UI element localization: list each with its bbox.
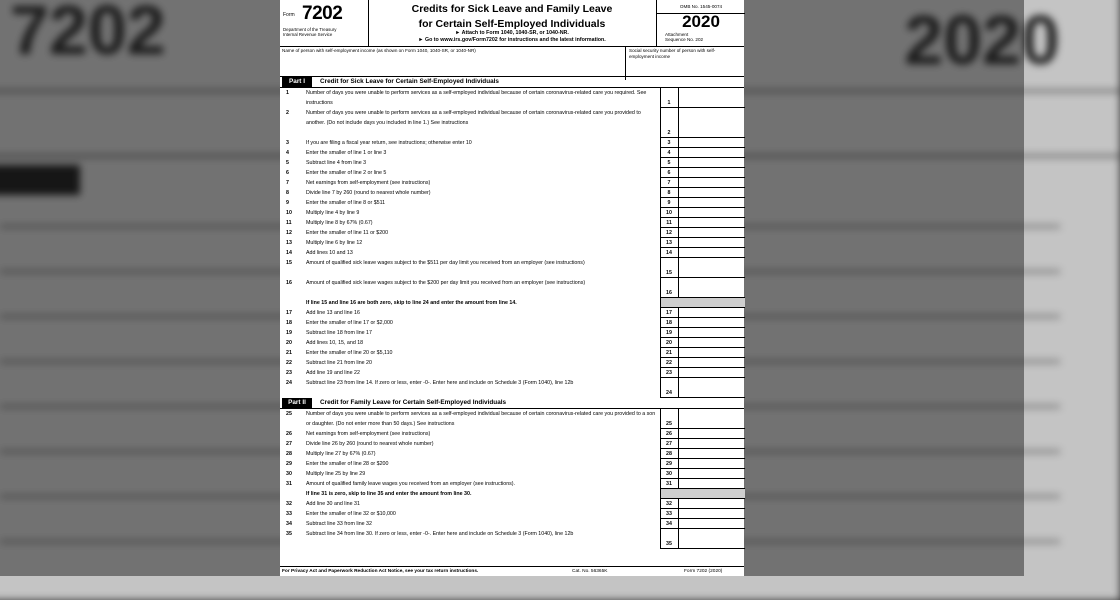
box-number: 28 [666, 451, 672, 457]
dept-line-2: Internal Revenue Service [283, 32, 333, 38]
amount-entry-field[interactable] [678, 168, 745, 178]
form-line [280, 298, 744, 308]
department [283, 27, 336, 38]
amount-entry-field[interactable] [678, 318, 745, 328]
box-number: 1 [667, 100, 671, 106]
box-number: 3 [667, 140, 671, 146]
line-text: If line 31 is zero, skip to line 35 and enter the amount from line 30. [306, 491, 472, 497]
box-number: 13 [666, 240, 672, 246]
form-number: 7202 [302, 3, 343, 24]
amount-entry-field[interactable] [678, 479, 745, 489]
box-number: 21 [666, 350, 672, 356]
tax-form-7202 [280, 0, 744, 576]
form-line [280, 158, 744, 168]
line-number: 19 [286, 330, 292, 336]
line-number: 33 [286, 511, 292, 517]
box-number: 10 [666, 210, 672, 216]
amount-entry-field[interactable] [678, 368, 745, 378]
shaded-box [660, 489, 745, 499]
box-number: 25 [666, 421, 672, 427]
amount-entry-field[interactable] [678, 158, 745, 168]
line-text: Amount of qualified sick leave wages subject to the $511 per day limit you received from an employer (see instructions) [306, 260, 585, 266]
privacy-notice: For Privacy Act and Paperwork Reduction Act Notice, see your tax return instructions. [282, 569, 479, 574]
form-line [280, 479, 744, 489]
box-number: 17 [666, 310, 672, 316]
box-number: 34 [666, 521, 672, 527]
line-number: 24 [286, 380, 292, 386]
line-text: Divide line 26 by 260 (round to nearest whole number) [306, 441, 434, 447]
line-text: Multiply line 4 by line 9 [306, 210, 360, 216]
box-number: 33 [666, 511, 672, 517]
form-line [280, 308, 744, 318]
line-number: 17 [286, 310, 292, 316]
amount-entry-field[interactable] [678, 439, 745, 449]
box-number: 6 [667, 170, 671, 176]
amount-entry-field[interactable] [678, 378, 745, 398]
form-footer-id: Form 7202 (2020) [684, 569, 723, 574]
box-number: 11 [666, 220, 672, 226]
form-title-2: for Certain Self-Employed Individuals [418, 18, 606, 30]
box-number: 29 [666, 461, 672, 467]
amount-entry-field[interactable] [678, 178, 745, 188]
box-number: 24 [666, 390, 672, 396]
amount-entry-field[interactable] [678, 529, 745, 549]
line-number: 15 [286, 260, 292, 266]
form-line [280, 258, 744, 278]
form-title-1: Credits for Sick Leave and Family Leave [411, 3, 613, 15]
form-line [280, 368, 744, 378]
line-number: 22 [286, 360, 292, 366]
form-line [280, 148, 744, 158]
line-number: 35 [286, 531, 292, 537]
box-number: 14 [666, 250, 672, 256]
year-block [656, 0, 745, 46]
part-2-title: Credit for Family Leave for Certain Self-Employed Individuals [320, 399, 507, 406]
line-number: 25 [286, 411, 292, 417]
form-line [280, 459, 744, 469]
line-text: Enter the smaller of line 17 or $2,000 [306, 320, 393, 326]
line-text: Enter the smaller of line 1 or line 3 [306, 150, 387, 156]
line-number: 32 [286, 501, 292, 507]
line-number: 29 [286, 461, 292, 467]
form-line [280, 178, 744, 188]
amount-entry-field[interactable] [678, 469, 745, 479]
form-line [280, 489, 744, 499]
amount-entry-field[interactable] [678, 108, 745, 138]
form-line [280, 499, 744, 509]
line-text: Net earnings from self-employment (see instructions) [306, 180, 431, 186]
box-number: 20 [666, 340, 672, 346]
amount-entry-field[interactable] [678, 238, 745, 248]
form-line [280, 449, 744, 459]
form-label: Form [283, 12, 295, 18]
line-text: If line 15 and line 16 are both zero, skip to line 24 and enter the amount from line 14. [306, 300, 517, 306]
line-number: 21 [286, 350, 292, 356]
line-text: Net earnings from self-employment (see instructions) [306, 431, 431, 437]
line-number: 7 [286, 180, 289, 186]
omb-number: OMB No. 1545-0074 [657, 0, 745, 14]
box-number: 23 [666, 370, 672, 376]
form-line [280, 409, 744, 429]
shaded-box [660, 298, 745, 308]
form-line [280, 318, 744, 328]
line-text: Enter the smaller of line 28 or $200 [306, 461, 389, 467]
line-text: Multiply line 27 by 67% (0.67) [306, 451, 376, 457]
box-number: 9 [667, 200, 671, 206]
line-text: Multiply line 6 by line 12 [306, 240, 363, 246]
line-number: 16 [286, 280, 292, 286]
amount-entry-field[interactable] [678, 429, 745, 439]
line-number: 12 [286, 230, 292, 236]
amount-entry-field[interactable] [678, 218, 745, 228]
line-number: 9 [286, 200, 289, 206]
box-number: 18 [666, 320, 672, 326]
ssn-field[interactable]: Social security number of person with self-employment income [625, 46, 742, 80]
line-number: 26 [286, 431, 292, 437]
box-number: 4 [667, 150, 671, 156]
form-line [280, 348, 744, 358]
line-text: Subtract line 23 from line 14. If zero or less, enter -0-. Enter here and include on Schedule 3 (Form 1040), line 12b [306, 380, 574, 386]
amount-entry-field[interactable] [678, 509, 745, 519]
line-number: 13 [286, 240, 292, 246]
line-number: 3 [286, 140, 289, 146]
form-line [280, 509, 744, 519]
line-text: Enter the smaller of line 8 or $511 [306, 200, 386, 206]
line-number: 28 [286, 451, 292, 457]
line-number: 31 [286, 481, 292, 487]
line-text: Enter the smaller of line 20 or $5,110 [306, 350, 393, 356]
box-number: 5 [667, 160, 671, 166]
box-number: 19 [666, 330, 672, 336]
attachment-sequence [665, 32, 703, 43]
form-line [280, 208, 744, 218]
line-text: Add line 13 and line 16 [306, 310, 360, 316]
tax-year: 2020 [682, 12, 720, 31]
amount-entry-field[interactable] [678, 459, 745, 469]
box-number: 26 [666, 431, 672, 437]
form-line [280, 138, 744, 148]
line-number: 27 [286, 441, 292, 447]
amount-entry-field[interactable] [678, 258, 745, 278]
amount-entry-field[interactable] [678, 358, 745, 368]
box-number: 15 [666, 270, 672, 276]
form-line [280, 188, 744, 198]
amount-entry-field[interactable] [678, 308, 745, 318]
line-text: Multiply line 8 by 67% (0.67) [306, 220, 373, 226]
form-line [280, 108, 744, 138]
line-text: Number of days you were unable to perform services as a self-employed individual because of certain coronavirus-related care you required. See instructions [306, 90, 647, 106]
line-text: Multiply line 25 by line 29 [306, 471, 366, 477]
amount-entry-field[interactable] [678, 338, 745, 348]
line-text: Amount of qualified sick leave wages subject to the $200 per day limit you received from an employer (see instructions) [306, 280, 586, 286]
line-number: 11 [286, 220, 292, 226]
form-line [280, 168, 744, 178]
box-number: 8 [667, 190, 671, 196]
attach-instruction: ► Attach to Form 1040, 1040-SR, or 1040-NR. [455, 30, 569, 36]
line-text: Enter the smaller of line 2 or line 5 [306, 170, 387, 176]
line-text: Subtract line 4 from line 3 [306, 160, 367, 166]
form-line [280, 88, 744, 108]
line-number: 8 [286, 190, 289, 196]
part-1-label: Part I [282, 77, 312, 87]
line-text: Add lines 10 and 13 [306, 250, 353, 256]
form-line [280, 198, 744, 208]
line-text: Enter the smaller of line 11 or $200 [306, 230, 389, 236]
line-text: Subtract line 18 from line 17 [306, 330, 372, 336]
form-line [280, 469, 744, 479]
amount-entry-field[interactable] [678, 278, 745, 298]
form-line [280, 358, 744, 368]
line-text: Add line 30 and line 31 [306, 501, 360, 507]
box-number: 35 [666, 541, 672, 547]
form-line [280, 238, 744, 248]
line-number: 5 [286, 160, 289, 166]
amount-entry-field[interactable] [678, 348, 745, 358]
line-number: 6 [286, 170, 289, 176]
name-row [280, 46, 744, 77]
amount-entry-field[interactable] [678, 499, 745, 509]
line-number: 23 [286, 370, 292, 376]
form-line [280, 278, 744, 298]
form-line [280, 218, 744, 228]
form-line [280, 519, 744, 529]
line-number: 34 [286, 521, 292, 527]
form-line [280, 529, 744, 549]
line-text: Add lines 10, 15, and 18 [306, 340, 364, 346]
amount-entry-field[interactable] [678, 208, 745, 218]
part-2-label: Part II [282, 398, 312, 408]
line-number: 30 [286, 471, 292, 477]
name-field[interactable]: Name of person with self-employment income (as shown on Form 1040, 1040-SR, or 1040-NR) [282, 48, 476, 53]
amount-entry-field[interactable] [678, 198, 745, 208]
box-number: 30 [666, 471, 672, 477]
line-number: 20 [286, 340, 292, 346]
part-1-title: Credit for Sick Leave for Certain Self-Employed Individuals [320, 78, 499, 85]
form-line [280, 338, 744, 348]
amount-entry-field[interactable] [678, 449, 745, 459]
form-line [280, 439, 744, 449]
amount-entry-field[interactable] [678, 148, 745, 158]
dept-line-1: Department of the Treasury [283, 27, 337, 32]
amount-entry-field[interactable] [678, 88, 745, 108]
line-number: 14 [286, 250, 292, 256]
catalog-number: Cat. No. 56365K [572, 569, 608, 574]
amount-entry-field[interactable] [678, 409, 745, 429]
form-line [280, 429, 744, 439]
line-number: 10 [286, 210, 292, 216]
line-text: Subtract line 34 from line 30. If zero or less, enter -0-. Enter here and include on Schedule 3 (Form 1040), line 12b [306, 531, 574, 537]
box-number: 27 [666, 441, 672, 447]
box-number: 32 [666, 501, 672, 507]
amount-entry-field[interactable] [678, 248, 745, 258]
blurred-year: 2020 [904, 1, 1060, 79]
line-number: 2 [286, 110, 289, 116]
form-line [280, 248, 744, 258]
form-id-block [280, 0, 369, 46]
form-line [280, 328, 744, 338]
line-text: Number of days you were unable to perform services as a self-employed individual because of certain coronavirus-related care you provided to another. (Do not include days you included in line 1.) See instructions [306, 110, 641, 126]
box-number: 7 [667, 180, 671, 186]
line-text: Number of days you were unable to perform services as a self-employed individual because of certain coronavirus-related care you provided to a son or daughter. (Do not enter more than 50 days.) See instructions [306, 411, 656, 427]
line-text: Enter the smaller of line 32 or $10,000 [306, 511, 396, 517]
sequence-number: Sequence No. 202 [665, 37, 704, 43]
form-title-block [368, 0, 656, 46]
line-number: 18 [286, 320, 292, 326]
line-text: Divide line 7 by 260 (round to nearest whole number) [306, 190, 431, 196]
box-number: 31 [666, 481, 672, 487]
box-number: 22 [666, 360, 672, 366]
goto-instruction: ► Go to www.irs.gov/Form7202 for instructions and the latest information. [418, 37, 606, 43]
form-header [280, 0, 744, 47]
amount-entry-field[interactable] [678, 228, 745, 238]
line-text: Subtract line 21 from line 20 [306, 360, 372, 366]
line-text: If you are filing a fiscal year return, see instructions; otherwise enter 10 [306, 140, 472, 146]
box-number: 16 [666, 290, 672, 296]
form-line [280, 228, 744, 238]
blurred-form-number: 7202 [10, 0, 166, 69]
amount-entry-field[interactable] [678, 138, 745, 148]
form-footer [280, 566, 744, 577]
part-2-header [280, 398, 744, 409]
amount-entry-field[interactable] [678, 188, 745, 198]
amount-entry-field[interactable] [678, 519, 745, 529]
line-number: 4 [286, 150, 289, 156]
line-number: 1 [286, 90, 289, 96]
form-line [280, 378, 744, 398]
box-number: 2 [667, 130, 671, 136]
attachment-label: Attachment [665, 32, 689, 37]
line-text: Amount of qualified family leave wages you received from an employer (see instructions). [306, 481, 516, 487]
part-1-header [280, 77, 744, 88]
line-text: Add line 19 and line 22 [306, 370, 360, 376]
amount-entry-field[interactable] [678, 328, 745, 338]
line-text: Subtract line 33 from line 32 [306, 521, 372, 527]
box-number: 12 [666, 230, 672, 236]
